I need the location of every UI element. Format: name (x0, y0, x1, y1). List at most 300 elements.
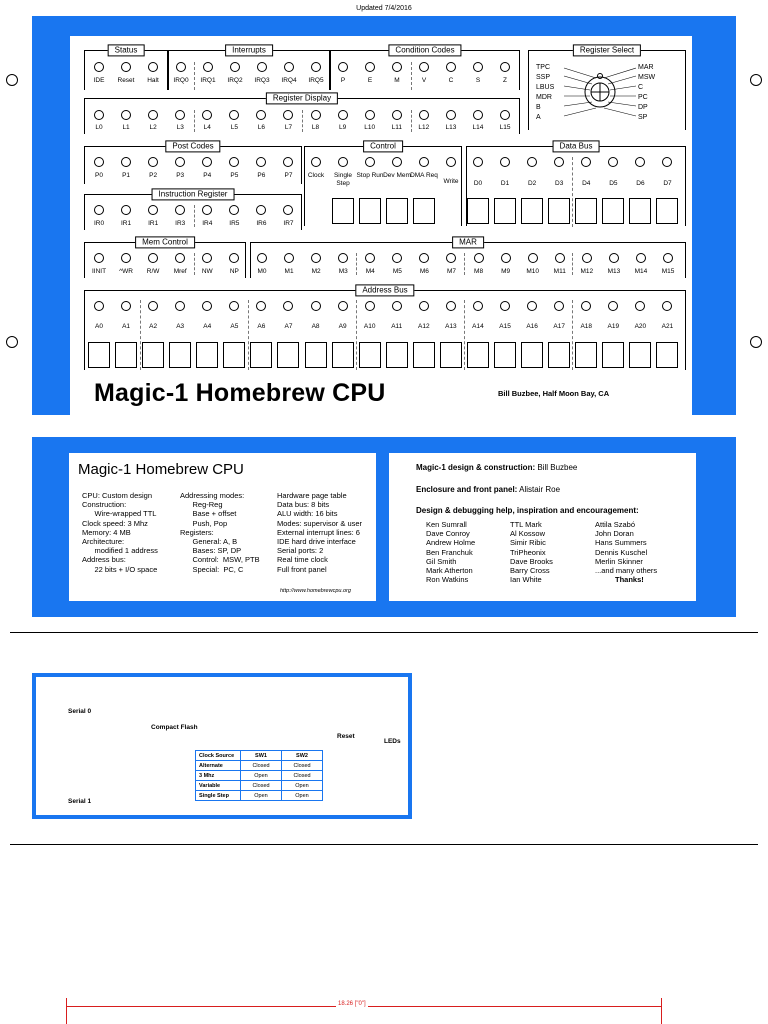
group-separator (411, 62, 412, 90)
text-line: Ron Watkins (426, 575, 469, 585)
indicator-label: M (394, 77, 400, 84)
spec-column-2 (180, 491, 276, 574)
ruler-tick (66, 998, 67, 1024)
address-switch[interactable] (115, 342, 137, 368)
design-label: Magic-1 design & construction: (416, 463, 536, 472)
table-cell: Open (241, 771, 282, 781)
post-code-label: P6 (257, 172, 266, 179)
control-led (365, 157, 375, 167)
indicator-led (473, 62, 483, 72)
post-code-label: P1 (122, 172, 131, 179)
enclosure-label: Enclosure and front panel: (416, 485, 518, 494)
mar-label: M10 (526, 268, 540, 275)
mar-label: M13 (607, 268, 621, 275)
instruction-register-label: IR1 (121, 220, 132, 227)
text-line: Thanks! (615, 575, 644, 585)
control-switch[interactable] (359, 198, 381, 224)
register-select-option: DP (638, 104, 648, 111)
data-switch[interactable] (548, 198, 570, 224)
mem-control-label: R/W (146, 268, 160, 275)
address-switch[interactable] (575, 342, 597, 368)
group-separator (572, 157, 573, 227)
group-separator (356, 300, 357, 370)
register-display-label: L6 (257, 124, 266, 131)
indicator-label: E (367, 77, 373, 84)
cut-line (10, 632, 758, 633)
control-switch[interactable] (332, 198, 354, 224)
mar-label: M14 (634, 268, 648, 275)
control-label: DMA Req (410, 172, 438, 179)
text-line: Bases: SP, DP (180, 546, 242, 556)
mar-led (284, 253, 294, 263)
mar-led (528, 253, 538, 263)
mar-label: M9 (501, 268, 511, 275)
indicator-led (311, 62, 321, 72)
address-led (392, 301, 402, 311)
text-line: Serial ports: 2 (277, 546, 324, 556)
text-line: Al Kossow (510, 529, 546, 539)
text-line: Architecture: (82, 537, 125, 547)
post-code-label: P7 (284, 172, 293, 179)
indicator-led (365, 62, 375, 72)
indicator-label: IRQ0 (173, 77, 189, 84)
address-switch[interactable] (223, 342, 245, 368)
instruction-register-label: IR1 (148, 220, 159, 227)
address-label: A11 (391, 323, 403, 330)
register-select-option: MDR (536, 94, 552, 101)
group-separator (140, 300, 141, 370)
text-line: Address bus: (82, 555, 126, 565)
leds-label: LEDs (384, 738, 401, 745)
control-label: Dev Mem (383, 172, 411, 179)
table-row (196, 781, 323, 791)
address-label: A6 (257, 323, 266, 330)
indicator-label: IRQ2 (227, 77, 243, 84)
register-display-label: L14 (472, 124, 484, 131)
reset-label: Reset (337, 733, 355, 740)
table-cell: Closed (282, 771, 323, 781)
indicator-label: IDE (93, 77, 105, 84)
indicator-led (338, 62, 348, 72)
group-separator (356, 253, 357, 275)
register-display-label: L2 (149, 124, 157, 131)
post-code-label: P0 (95, 172, 103, 179)
text-line: Modes: supervisor & user (277, 518, 363, 528)
group-separator (464, 300, 465, 370)
updated-date: Updated 7/4/2016 (356, 5, 412, 12)
indicator-led (500, 62, 510, 72)
text-line: External interrupt lines: 6 (277, 527, 360, 537)
data-bus-led (500, 157, 510, 167)
control-switch[interactable] (413, 198, 435, 224)
spec-column-3 (277, 491, 375, 574)
control-group (304, 141, 462, 226)
address-switch[interactable] (467, 342, 489, 368)
control-title: Control (363, 140, 403, 152)
address-label: A19 (607, 323, 620, 330)
text-line: General: A, B (180, 537, 238, 547)
register-display-led (419, 110, 429, 120)
table-header-cell: Clock Source (196, 751, 241, 761)
mar-label: M7 (446, 268, 456, 275)
data-switch[interactable] (629, 198, 651, 224)
address-switch[interactable] (386, 342, 408, 368)
address-led (473, 301, 483, 311)
indicator-led (419, 62, 429, 72)
group-separator (194, 253, 195, 275)
post-code-led (94, 157, 104, 167)
address-led (311, 301, 321, 311)
text-line: Ian White (510, 575, 542, 585)
text-line: IDE hard drive interface (277, 537, 356, 547)
mar-led (555, 253, 565, 263)
register-select-option: C (638, 84, 644, 91)
address-switch[interactable] (413, 342, 435, 368)
control-led (338, 157, 348, 167)
post-code-label: P2 (149, 172, 158, 179)
register-select-option: TPC (536, 64, 550, 71)
indicator-label: Halt (147, 77, 159, 84)
mar-led (663, 253, 673, 263)
mar-label: M4 (365, 268, 375, 275)
indicator-led (257, 62, 267, 72)
register-display-title: Register Display (266, 92, 338, 104)
text-line: Hardware page table (277, 491, 347, 500)
register-select-title: Register Select (573, 44, 641, 56)
front-panel-layout (0, 0, 768, 420)
address-label: A7 (284, 323, 293, 330)
group-separator (302, 110, 303, 132)
table-cell: Closed (241, 761, 282, 771)
address-label: A3 (176, 323, 185, 330)
register-select-lines (556, 62, 644, 122)
text-line: Mark Atherton (426, 566, 473, 576)
address-label: A9 (338, 323, 347, 330)
mar-led (474, 253, 484, 263)
indicator-led (121, 62, 131, 72)
serial0-label: Serial 0 (68, 708, 92, 715)
control-switch[interactable] (386, 198, 408, 224)
text-line: Dave Brooks (510, 556, 553, 566)
address-led (500, 301, 510, 311)
table-cell: Open (282, 791, 323, 801)
mar-label: M0 (257, 268, 267, 275)
address-led (338, 301, 348, 311)
register-select-option: A (536, 114, 541, 121)
register-display-led (121, 110, 131, 120)
instruction-register-label: IR7 (283, 220, 294, 227)
address-label: A13 (445, 323, 457, 330)
register-display-led (392, 110, 402, 120)
address-label: A14 (472, 323, 484, 330)
ruler-label: 18.26 ["0"] (338, 1001, 366, 1007)
address-label: A0 (95, 323, 103, 330)
table-header-cell: SW1 (241, 751, 282, 761)
table-cell: Closed (241, 781, 282, 791)
info-title: Magic-1 Homebrew CPU (78, 461, 244, 478)
control-led (419, 157, 429, 167)
address-label: A5 (230, 323, 239, 330)
text-line: Wire-wrapped TTL (82, 509, 157, 519)
register-display-label: L3 (176, 124, 184, 131)
register-display-label: L10 (364, 124, 376, 131)
address-label: A8 (311, 323, 320, 330)
register-display-label: L11 (391, 124, 402, 131)
address-switch[interactable] (142, 342, 164, 368)
address-switch[interactable] (250, 342, 272, 368)
post-code-led (121, 157, 131, 167)
serial1-label: Serial 1 (68, 798, 92, 805)
register-display-label: L9 (339, 124, 347, 131)
group-separator (411, 110, 412, 132)
address-label: A21 (661, 323, 674, 330)
text-line: modified 1 address (82, 546, 158, 556)
front-panel-credit: Bill Buzbee, Half Moon Bay, CA (498, 389, 610, 398)
condition-codes-title: Condition Codes (388, 44, 461, 56)
address-led (365, 301, 375, 311)
data-switch[interactable] (494, 198, 516, 224)
instruction-register-led (94, 205, 104, 215)
text-line: ...and many others (595, 566, 658, 576)
address-label: A10 (363, 323, 376, 330)
indicator-led (284, 62, 294, 72)
instruction-register-label: IR4 (202, 220, 213, 227)
register-select-option: MAR (638, 64, 654, 71)
text-line: Attila Szabó (595, 520, 636, 529)
design-name: Bill Buzbee (537, 463, 578, 472)
cut-line (10, 844, 758, 845)
address-switch[interactable] (656, 342, 678, 368)
indicator-label: IRQ3 (254, 77, 270, 84)
address-switch[interactable] (494, 342, 516, 368)
register-display-led (365, 110, 375, 120)
group-separator (248, 300, 249, 370)
instruction-register-led (121, 205, 131, 215)
address-label: A16 (526, 323, 538, 330)
text-line: Construction: (82, 500, 127, 510)
ruler-tick (661, 998, 662, 1024)
text-line: Barry Cross (510, 566, 550, 576)
mem-control-label: NP (229, 268, 239, 275)
table-cell: Alternate (196, 761, 241, 771)
group-separator (572, 300, 573, 370)
register-display-led (311, 110, 321, 120)
register-select-option: SSP (536, 74, 551, 81)
text-line: Clock speed: 3 Mhz (82, 518, 148, 528)
data-switch[interactable] (602, 198, 624, 224)
data-bus-label: D7 (663, 180, 672, 187)
register-display-led (446, 110, 456, 120)
register-display-led (94, 110, 104, 120)
data-bus-label: D0 (473, 180, 483, 187)
instruction-register-title: Instruction Register (152, 188, 235, 200)
address-label: A4 (203, 323, 212, 330)
register-display-label: L13 (445, 124, 457, 131)
address-label: A12 (418, 323, 430, 330)
front-panel-title: Magic-1 Homebrew CPU (94, 379, 386, 407)
data-bus-label: D5 (609, 180, 618, 187)
post-code-label: P5 (230, 172, 239, 179)
names-column-3 (595, 520, 685, 584)
address-switch[interactable] (88, 342, 110, 368)
text-line: 22 bits + I/O space (82, 564, 158, 574)
post-codes-title: Post Codes (165, 140, 220, 152)
text-line: Hans Summers (595, 538, 647, 548)
mar-label: M11 (553, 268, 566, 275)
register-display-label: L0 (95, 124, 103, 131)
address-label: A1 (122, 323, 131, 330)
register-select-option: MSW (638, 74, 656, 81)
indicator-label: P (340, 77, 346, 84)
text-line: Memory: 4 MB (82, 527, 131, 537)
address-switch[interactable] (277, 342, 299, 368)
mar-led (609, 253, 619, 263)
indicator-label: S (475, 77, 481, 84)
mar-led (257, 253, 267, 263)
data-bus-label: D1 (500, 180, 510, 187)
register-display-led (338, 110, 348, 120)
table-row (196, 791, 323, 801)
indicator-label: IRQ4 (281, 77, 297, 84)
group-separator (572, 253, 573, 275)
address-label: A17 (553, 323, 565, 330)
post-code-label: P4 (203, 172, 212, 179)
mem-control-label: NW (201, 268, 213, 275)
data-switch[interactable] (467, 198, 489, 224)
address-switch[interactable] (548, 342, 570, 368)
register-display-label: L1 (122, 124, 130, 131)
data-switch[interactable] (656, 198, 678, 224)
text-line: TTL Mark (510, 520, 542, 529)
table-row (196, 761, 323, 771)
control-label: Write (443, 178, 459, 185)
indicator-led (176, 62, 186, 72)
indicator-label: V (421, 77, 427, 84)
text-line: Data bus: 8 bits (277, 500, 330, 510)
text-line: Simir Ribic (510, 538, 546, 548)
text-line: Full front panel (277, 564, 327, 574)
address-switch[interactable] (305, 342, 327, 368)
mar-label: M1 (284, 268, 294, 275)
data-bus-label: D3 (555, 180, 564, 187)
control-label: Clock (307, 172, 325, 179)
address-switch[interactable] (332, 342, 354, 368)
address-led (446, 301, 456, 311)
mem-control-led (94, 253, 104, 263)
enclosure-credit (416, 485, 560, 494)
text-line: Ben Franchuk (426, 547, 473, 557)
register-display-led (500, 110, 510, 120)
address-label: A18 (580, 323, 593, 330)
address-switch[interactable] (359, 342, 381, 368)
register-select-option: B (536, 104, 541, 111)
register-display-label: L8 (311, 124, 320, 131)
indicator-label: IRQ5 (308, 77, 324, 84)
text-line: Dennis Kuschel (595, 547, 648, 557)
address-switch[interactable] (521, 342, 543, 368)
table-row (196, 771, 323, 781)
mar-led (582, 253, 592, 263)
text-line: TriPheonix (510, 547, 546, 557)
mar-label: M6 (419, 268, 429, 275)
text-line: Reg-Reg (180, 500, 223, 510)
indicator-label: Reset (117, 77, 135, 84)
address-switch[interactable] (169, 342, 191, 368)
website-url[interactable]: http://www.homebrewcpu.org (280, 588, 351, 594)
address-bus-title: Address Bus (355, 284, 414, 296)
group-separator (194, 62, 195, 90)
mar-label: M2 (311, 268, 321, 275)
enclosure-name: Alistair Roe (519, 485, 561, 494)
address-switch[interactable] (602, 342, 624, 368)
text-line: Real time clock (277, 555, 328, 565)
table-cell: 3 Mhz (196, 771, 241, 781)
register-display-label: L12 (418, 124, 430, 131)
table-cell: Open (282, 781, 323, 791)
address-label: A20 (634, 323, 647, 330)
mem-control-led (121, 253, 131, 263)
indicator-label: IRQ1 (200, 77, 216, 84)
data-bus-label: D2 (527, 180, 537, 187)
interrupts-title: Interrupts (225, 44, 273, 56)
indicator-led (203, 62, 213, 72)
mem-control-label: ^WR (119, 268, 133, 275)
text-line: Addressing modes: (180, 491, 245, 500)
table-cell: Open (241, 791, 282, 801)
text-line: Gil Smith (426, 556, 457, 566)
text-line: Special: PC, C (180, 564, 244, 574)
address-switch[interactable] (440, 342, 462, 368)
address-switch[interactable] (629, 342, 651, 368)
data-switch[interactable] (575, 198, 597, 224)
mar-led (636, 253, 646, 263)
mar-label: M8 (474, 268, 484, 275)
status-title: Status (108, 44, 145, 56)
text-line: Andrew Holme (426, 538, 476, 548)
design-credit (416, 463, 577, 472)
text-line: CPU: Custom design (82, 491, 153, 500)
group-separator (464, 253, 465, 275)
control-led (392, 157, 402, 167)
table-cell: Closed (282, 761, 323, 771)
clock-source-table (195, 750, 323, 801)
table-cell: Variable (196, 781, 241, 791)
control-label: Single Step (333, 172, 353, 187)
control-label: Stop Run (356, 172, 384, 179)
mar-label: M5 (392, 268, 402, 275)
data-bus-label: D6 (636, 180, 645, 187)
data-switch[interactable] (521, 198, 543, 224)
address-label: A2 (149, 323, 158, 330)
address-switch[interactable] (196, 342, 218, 368)
register-select-option: SP (638, 114, 648, 121)
mar-led (501, 253, 511, 263)
post-code-label: P3 (176, 172, 185, 179)
mem-control-label: Mref (173, 268, 187, 275)
register-select-option: PC (638, 94, 648, 101)
mar-title: MAR (452, 236, 484, 248)
group-separator (194, 110, 195, 132)
text-line: Dave Conroy (426, 529, 470, 539)
table-cell: Single Step (196, 791, 241, 801)
group-separator (194, 205, 195, 227)
register-display-label: L7 (284, 124, 293, 131)
mar-label: M3 (338, 268, 348, 275)
text-line: Base + offset (180, 509, 237, 519)
address-led (419, 301, 429, 311)
instruction-register-label: IR5 (229, 220, 240, 227)
indicator-led (148, 62, 158, 72)
